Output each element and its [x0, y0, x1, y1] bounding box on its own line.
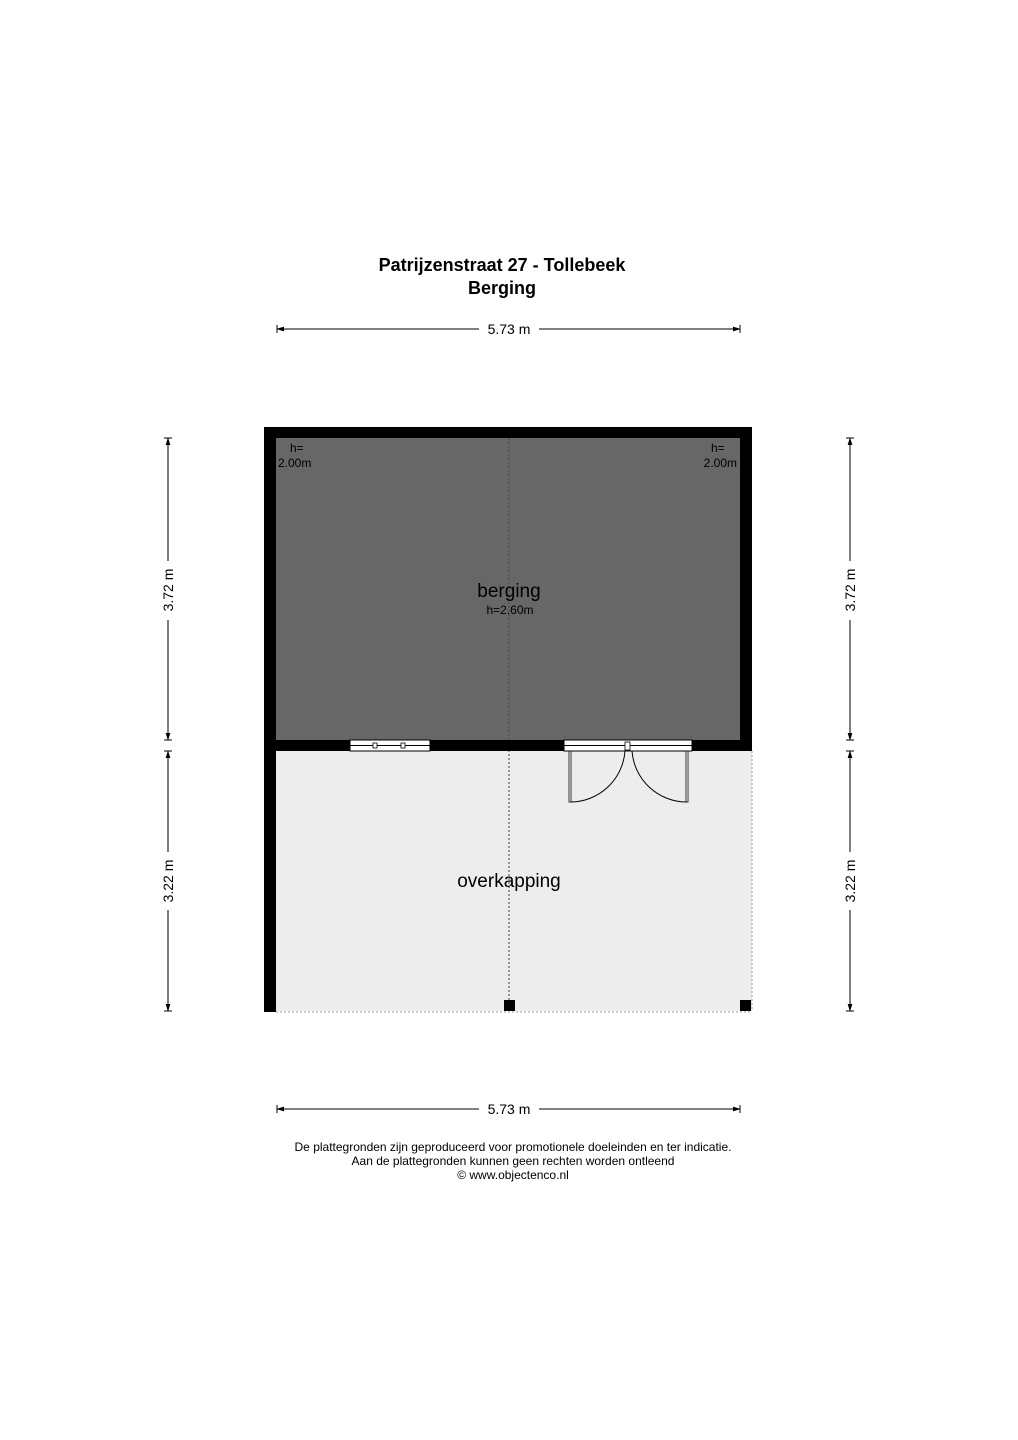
dimension-left-lower-label: 3.22 m: [160, 859, 176, 903]
wall-middle-2: [430, 740, 564, 751]
corner-left-h-label: h=: [290, 441, 304, 455]
wall-middle-3: [692, 740, 740, 751]
post-center: [504, 1000, 515, 1011]
wall-left: [264, 427, 276, 1012]
disclaimer-line-1: De plattegronden zijn geproduceerd voor promotionele doeleinden en ter indicatie.: [294, 1140, 732, 1154]
wall-right: [740, 427, 752, 751]
dimension-bottom-label: 5.73 m: [487, 1101, 531, 1117]
corner-right-height: 2.00m: [703, 456, 737, 470]
dimension-top: [277, 321, 740, 337]
plan-title: Patrijzenstraat 27 - Tollebeek: [378, 255, 626, 275]
wall-top: [264, 427, 752, 438]
plan-subtitle: Berging: [467, 278, 536, 298]
corner-left-height: 2.00m: [278, 456, 312, 470]
dimension-right-lower-label: 3.22 m: [842, 859, 858, 903]
post-right: [740, 1000, 751, 1011]
overkapping-label: overkapping: [457, 871, 561, 892]
dimension-right-upper-label: 3.72 m: [842, 568, 858, 612]
disclaimer-line-2: Aan de plattegronden kunnen geen rechten worden ontleend: [351, 1154, 675, 1168]
copyright-line: © www.objectenco.nl: [457, 1168, 569, 1182]
window: [350, 740, 430, 751]
dimension-left-lower: [160, 751, 176, 1011]
berging-label: berging: [477, 581, 541, 602]
dimension-left-upper-label: 3.72 m: [160, 568, 176, 612]
dimension-right-upper: [842, 438, 858, 740]
dimension-top-label: 5.73 m: [487, 321, 531, 337]
wall-middle-1: [276, 740, 350, 751]
dimension-left-upper: [160, 438, 176, 740]
dimension-right-lower: [842, 751, 858, 1011]
dimension-bottom: [277, 1101, 740, 1117]
corner-right-h-label: h=: [711, 441, 725, 455]
berging-height: h=2.60m: [486, 603, 534, 617]
